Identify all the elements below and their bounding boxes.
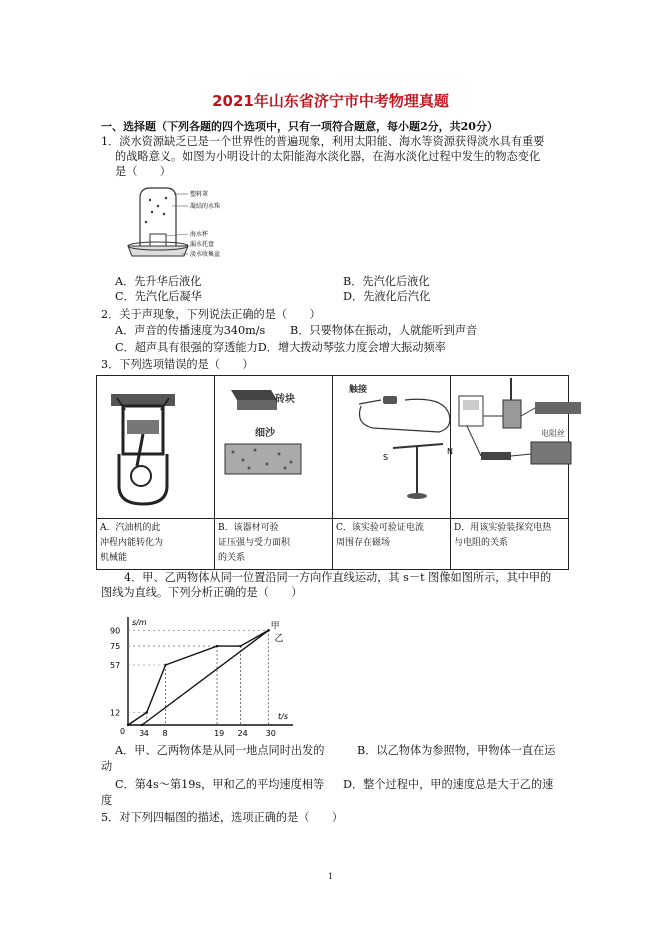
data-point [127, 724, 129, 726]
series-line-yi [128, 630, 269, 725]
q4-line-2: 图线为直线。下列分析正确的是（ ） [101, 586, 303, 599]
x-tick-label: 4 [143, 729, 149, 738]
q1-option-c: C．先汽化后凝华 [115, 290, 202, 303]
q4-option-d-cont: 度 [101, 794, 113, 807]
q1-option-b: B．先汽化后液化 [343, 275, 430, 288]
x-tick-label: 24 [237, 729, 248, 738]
page-title: 2021年山东省济宁市中考物理真题 [212, 92, 449, 110]
series-label-yi: 乙 [274, 633, 284, 644]
current-magnet-figure [333, 376, 461, 514]
series-label-jia: 甲 [270, 621, 280, 632]
q4-option-b: B．以乙物体为参照物，甲物体一直在运 [357, 744, 556, 757]
q4-option-b-cont: 动 [101, 760, 113, 773]
label-freshwater-basin: 淡水收集盆 [190, 251, 221, 258]
q1-line-2: 的战略意义。如图为小明设计的太阳能海水淡化器，在海水淡化过程中发生的物态变化 [115, 150, 541, 163]
section-heading: 一、选择题（下列各题的四个选项中，只有一项符合题意，每小题2分，共20分） [101, 120, 498, 133]
q5-stem: 5．对下列四幅图的描述，选项正确的是（ ） [101, 811, 344, 824]
q1-line-1: 1．淡水资源缺乏已是一个世界性的普遍现象，利用太阳能、海水等资源获得淡水具有重要 [101, 135, 545, 148]
q3-caption-a: A．汽油机的此 冲程内能转化为 机械能 [97, 519, 215, 570]
origin-label: 0 [120, 727, 126, 736]
q2-option-a: A．声音的传播速度为340m/s [115, 324, 266, 337]
label-condensed-drops: 凝结的水珠 [190, 203, 221, 210]
oersted-figure-cell [333, 376, 451, 519]
label-brick: 砖块 [275, 394, 295, 405]
data-point [146, 711, 148, 713]
data-point [267, 629, 269, 631]
q1-line-3: 是（ ） [115, 165, 171, 178]
q3-caption-b: B．该器材可验 证压强与受力面积 的关系 [215, 519, 333, 570]
q3-caption-c: C．该实验可验证电流 周围存在磁场 [333, 519, 451, 570]
y-tick-label: 75 [110, 642, 121, 652]
y-tick-label: 90 [110, 626, 121, 636]
q3-figure-table [96, 375, 569, 570]
label-touch: 触接 [349, 385, 368, 395]
electric-heat-figure [451, 376, 589, 514]
q2-options-cd: C．超声具有很强的穿透能力D．增大拨动琴弦力度会增大振动频率 [115, 341, 446, 354]
data-point [239, 645, 241, 647]
x-axis-label: t/s [278, 712, 288, 721]
x-tick-label: 30 [265, 729, 276, 738]
data-point [216, 645, 218, 647]
engine-figure-cell [97, 376, 215, 519]
q2-option-b: B．只要物体在振动，人就能听到声音 [290, 324, 478, 337]
q1-option-a: A．先升华后液化 [115, 275, 202, 288]
y-tick-label: 12 [110, 708, 121, 718]
brick-sand-figure [215, 376, 307, 514]
data-point [164, 664, 166, 666]
label-s-pole: S [383, 453, 389, 462]
q4-option-c: C．第4s～第19s，甲和乙的平均速度相等 [115, 778, 325, 791]
q1-option-d: D．先液化后汽化 [343, 290, 431, 303]
q4-line-1: 4．甲、乙两物体从同一位置沿同一方向作直线运动，其 s－t 图像如图所示，其中甲的 [124, 571, 552, 584]
joule-figure-cell [451, 376, 569, 519]
label-plastic-cover: 塑料罩 [190, 191, 209, 198]
label-n-pole: N [447, 447, 453, 456]
x-tick-label: 19 [214, 729, 225, 738]
label-seawater-cup: 海水杯 [190, 231, 209, 238]
q2-stem: 2．关于声现象，下列说法正确的是（ ） [101, 308, 321, 321]
q3-stem: 3．下列选项错误的是（ ） [101, 358, 254, 371]
data-point [141, 724, 143, 726]
pressure-figure-cell [215, 376, 333, 519]
x-tick-label: 3 [139, 729, 145, 738]
label-coil: 电阻丝 [541, 429, 565, 438]
q4-option-a: A．甲、乙两物体是从同一地点同时出发的 [115, 744, 325, 757]
y-tick-label: 57 [110, 661, 121, 670]
q3-caption-d: D．用该实验装探究电热 与电阻的关系 [451, 519, 569, 570]
st-graph [110, 613, 310, 745]
engine-figure [97, 376, 189, 514]
y-axis-label: s/m [132, 618, 147, 627]
q4-option-d: D．整个过程中，甲的速度总是大于乙的速 [343, 778, 554, 791]
page-number: 1 [327, 872, 334, 881]
label-leak-tray: 漏水托盘 [190, 241, 215, 248]
x-tick-label: 8 [162, 729, 168, 738]
label-sand: 细沙 [255, 428, 275, 439]
desalinator-figure [112, 184, 232, 266]
